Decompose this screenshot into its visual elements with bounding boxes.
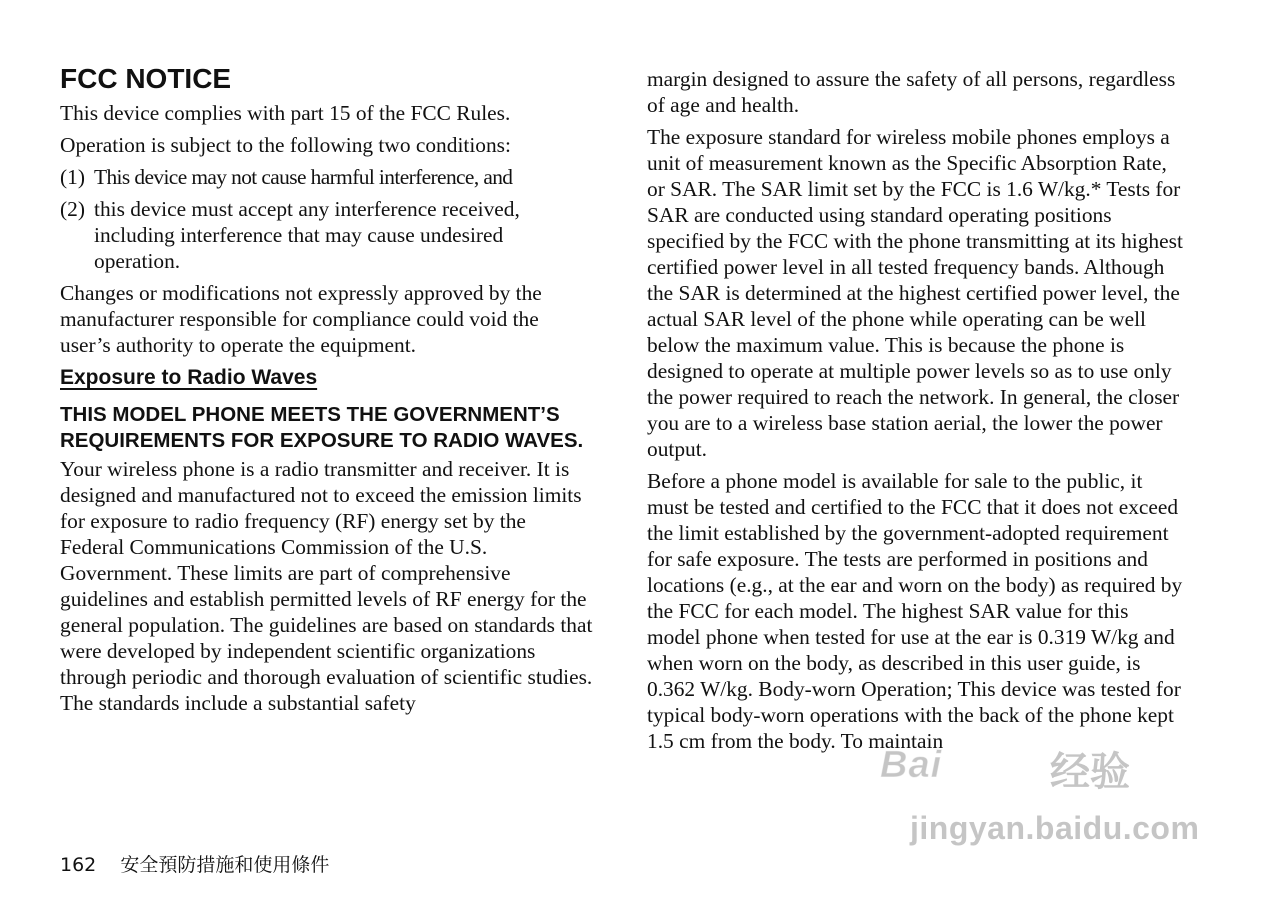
changes-paragraph: Changes or modifications not expressly approved by the manufacturer responsible for compliance could void the user’s authority to operate the equipment. [60,281,542,357]
watermark-logo: Bai [880,744,943,786]
safety-margin-paragraph: margin designed to assure the safety of all persons, regardless of age and health. [647,67,1176,117]
condition-text: this device must accept any interference received, including interference that may cause undesired operation. [94,197,520,273]
footer-section-title: 安全預防措施和使用條件 [120,854,330,876]
condition-number: (1) [60,165,85,189]
fcc-notice-title: FCC NOTICE [60,63,232,94]
sar-standard-paragraph: The exposure standard for wireless mobile phones employs a unit of measurement known as the Specific Absorption Rate, or SAR. The SAR limit set by the FCC is 1.6 W/kg.* Tests for SAR are conducted using standard operating positions specified by the FCC with the phone transmitting at its highest certified power level in all tested frequency bands. Although the SAR is determined at the highest certified power level, the actual SAR level of the phone while operating can be well below the maximum value. This is because the phone is designed to operate at multiple power levels so as to use only the power required to reach the network. In general, the closer you are to a wireless base station aerial, the lower the power output. [647,125,1183,461]
left-column [60,62,594,722]
condition-1 [60,164,594,190]
condition-number: (2) [60,197,85,221]
certification-paragraph: Before a phone model is available for sale to the public, it must be tested and certified to the FCC that it does not exceed the limit established by the government-adopted requirement for safe exposure. The tests are performed in positions and locations (e.g., at the ear and worn on the body) as required by the FCC for each model. The highest SAR value for this model phone when tested for use at the ear is 0.319 W/kg and when worn on the body, as described in this user guide, is 0.362 W/kg. Body-worn Operation; This device was tested for typical body-worn operations with the back of the phone kept 1.5 cm from the body. To maintain [647,469,1183,753]
condition-2 [60,196,594,274]
intro-paragraph-1: This device complies with part 15 of the FCC Rules. [60,101,511,125]
radio-transmitter-paragraph: Your wireless phone is a radio transmitter and receiver. It is designed and manufactured not to exceed the emission limits for exposure to radio frequency (RF) energy set by the Federal Communications Commission of the U.S. Government. These limits are part of comprehensive guidelines and establish permitted levels of RF energy for the general population. The guidelines are based on standards that were developed by independent scientific organizations through periodic and thorough evaluation of scientific studies. The standards include a substantial safety [60,457,593,715]
right-column [647,66,1187,760]
page-footer [60,850,329,877]
exposure-section-heading: Exposure to Radio Waves [60,366,318,389]
intro-paragraph-2: Operation is subject to the following two conditions: [60,133,511,157]
watermark-cn-text: 经验 [1050,749,1130,795]
page-number: 162 [60,854,97,876]
watermark-url: jingyan.baidu.com [910,810,1200,846]
model-requirements-heading: THIS MODEL PHONE MEETS THE GOVERNMENT’S REQUIREMENTS FOR EXPOSURE TO RADIO WAVES. [60,403,584,452]
condition-text: This device may not cause harmful interference, and [94,165,513,189]
